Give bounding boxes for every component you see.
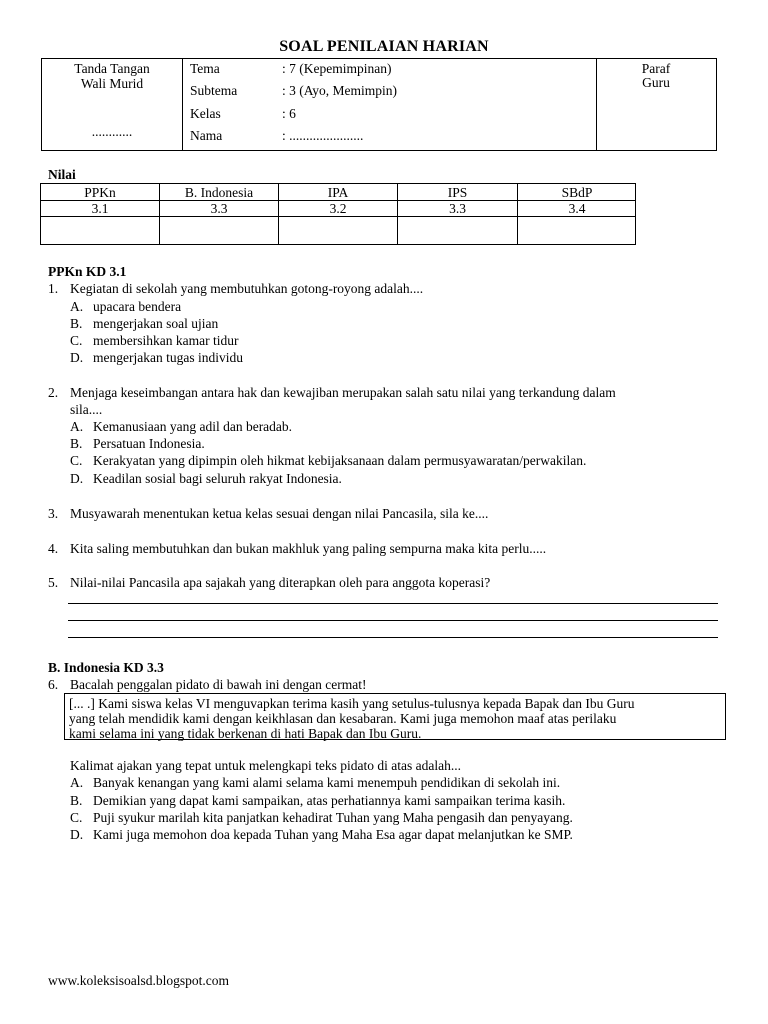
option-text[interactable]: Kami juga memohon doa kepada Tuhan yang Maha Esa agar dapat melanjutkan ke SMP. xyxy=(93,827,573,842)
question-text: Nilai-nilai Pancasila apa sajakah yang diterapkan oleh para anggota koperasi? xyxy=(70,575,491,590)
option-text[interactable]: mengerjakan soal ujian xyxy=(93,316,219,331)
option-letter: D. xyxy=(70,827,84,842)
option-text[interactable]: membersihkan kamar tidur xyxy=(93,333,239,348)
question-number: 6. xyxy=(48,677,59,692)
kd-cell: 3.4 xyxy=(517,200,636,216)
option-text[interactable]: Kemanusiaan yang adil dan beradab. xyxy=(93,419,293,434)
subtema-label: Subtema xyxy=(190,83,238,98)
subject-cell: IPA xyxy=(278,183,397,200)
option-letter: B. xyxy=(70,316,83,331)
signature-label: Tanda Tangan xyxy=(74,61,150,76)
option-letter: B. xyxy=(70,436,83,451)
footer-url[interactable]: www.koleksisoalsd.blogspot.com xyxy=(48,973,229,988)
option-letter: B. xyxy=(70,793,83,808)
question-text: Menjaga keseimbangan antara hak dan kewajiban merupakan salah satu nilai yang terkandung dalam xyxy=(70,385,616,400)
kelas-value: : 6 xyxy=(282,106,296,121)
signature-field[interactable]: ............ xyxy=(91,124,133,139)
score-table xyxy=(40,183,636,245)
answer-line[interactable] xyxy=(68,620,718,621)
question-number: 2. xyxy=(48,385,59,400)
score-input-cell[interactable] xyxy=(397,216,517,245)
question-number: 5. xyxy=(48,575,59,590)
option-text[interactable]: mengerjakan tugas individu xyxy=(93,350,243,365)
question-number: 1. xyxy=(48,281,59,296)
speech-excerpt-box xyxy=(64,693,726,740)
kd-cell: 3.1 xyxy=(40,200,159,216)
option-letter: A. xyxy=(70,419,84,434)
excerpt-line: kami selama ini yang tidak berkenan di hati Bapak dan Ibu Guru. xyxy=(69,726,422,741)
kd-cell: 3.3 xyxy=(159,200,278,216)
paraf-label: Paraf xyxy=(641,61,671,76)
option-text[interactable]: Puji syukur marilah kita panjatkan kehadirat Tuhan yang Maha pengasih dan penyayang. xyxy=(93,810,573,825)
answer-line[interactable] xyxy=(68,603,718,604)
question-number: 4. xyxy=(48,541,59,556)
paraf-label: Guru xyxy=(642,75,670,90)
section-heading-ppkn: PPKn KD 3.1 xyxy=(48,264,127,279)
option-text[interactable]: Demikian yang dapat kami sampaikan, atas perhatiannya kami sampaikan terima kasih. xyxy=(93,793,566,808)
tema-label: Tema xyxy=(190,61,220,76)
option-text[interactable]: Banyak kenangan yang kami alami selama kami menempuh pendidikan di sekolah ini. xyxy=(93,775,561,790)
tema-value: : 7 (Kepemimpinan) xyxy=(282,61,392,76)
score-input-cell[interactable] xyxy=(40,216,159,245)
question-text: Bacalah penggalan pidato di bawah ini dengan cermat! xyxy=(70,677,367,692)
nama-label: Nama xyxy=(190,128,223,143)
subject-cell: PPKn xyxy=(40,183,159,200)
page-title: SOAL PENILAIAN HARIAN xyxy=(279,38,489,55)
signature-label: Wali Murid xyxy=(80,76,144,91)
header-box xyxy=(41,58,717,151)
score-input-cell[interactable] xyxy=(278,216,397,245)
kelas-label: Kelas xyxy=(190,106,221,121)
option-letter: A. xyxy=(70,775,84,790)
option-text[interactable]: Persatuan Indonesia. xyxy=(93,436,205,451)
subject-cell: IPS xyxy=(397,183,517,200)
score-input-cell[interactable] xyxy=(517,216,636,245)
kd-cell: 3.2 xyxy=(278,200,397,216)
option-letter: C. xyxy=(70,453,83,468)
option-text[interactable]: Keadilan sosial bagi seluruh rakyat Indonesia. xyxy=(93,471,342,486)
question-number: 3. xyxy=(48,506,59,521)
answer-line[interactable] xyxy=(68,637,718,638)
option-text[interactable]: upacara bendera xyxy=(93,299,182,314)
excerpt-line: yang telah mendidik kami dengan keikhlasan dan kesabaran. Kami juga memohon maaf atas perilaku xyxy=(69,711,617,726)
header-divider xyxy=(182,59,183,150)
question-text: Kita saling membutuhkan dan bukan makhluk yang paling sempurna maka kita perlu..... xyxy=(70,541,547,556)
question-text: sila.... xyxy=(70,402,103,417)
nama-field[interactable]: : ...................... xyxy=(282,128,364,143)
option-letter: C. xyxy=(70,810,83,825)
subtema-value: : 3 (Ayo, Memimpin) xyxy=(282,83,398,98)
nilai-label: Nilai xyxy=(48,167,76,182)
subject-cell: SBdP xyxy=(517,183,636,200)
option-letter: C. xyxy=(70,333,83,348)
score-input-cell[interactable] xyxy=(159,216,278,245)
option-text[interactable]: Kerakyatan yang dipimpin oleh hikmat kebijaksanaan dalam permusyawaratan/perwakilan. xyxy=(93,453,587,468)
option-letter: D. xyxy=(70,350,84,365)
option-letter: D. xyxy=(70,471,84,486)
question-prompt: Kalimat ajakan yang tepat untuk melengkapi teks pidato di atas adalah... xyxy=(70,758,461,773)
kd-cell: 3.3 xyxy=(397,200,517,216)
section-heading-bindo: B. Indonesia KD 3.3 xyxy=(48,660,164,675)
question-text: Kegiatan di sekolah yang membutuhkan gotong-royong adalah.... xyxy=(70,281,424,296)
subject-cell: B. Indonesia xyxy=(159,183,278,200)
excerpt-line: [... .] Kami siswa kelas VI menguvapkan terima kasih yang setulus-tulusnya kepada Bapak dan Ibu Guru xyxy=(69,696,635,711)
option-letter: A. xyxy=(70,299,84,314)
question-text: Musyawarah menentukan ketua kelas sesuai dengan nilai Pancasila, sila ke.... xyxy=(70,506,489,521)
